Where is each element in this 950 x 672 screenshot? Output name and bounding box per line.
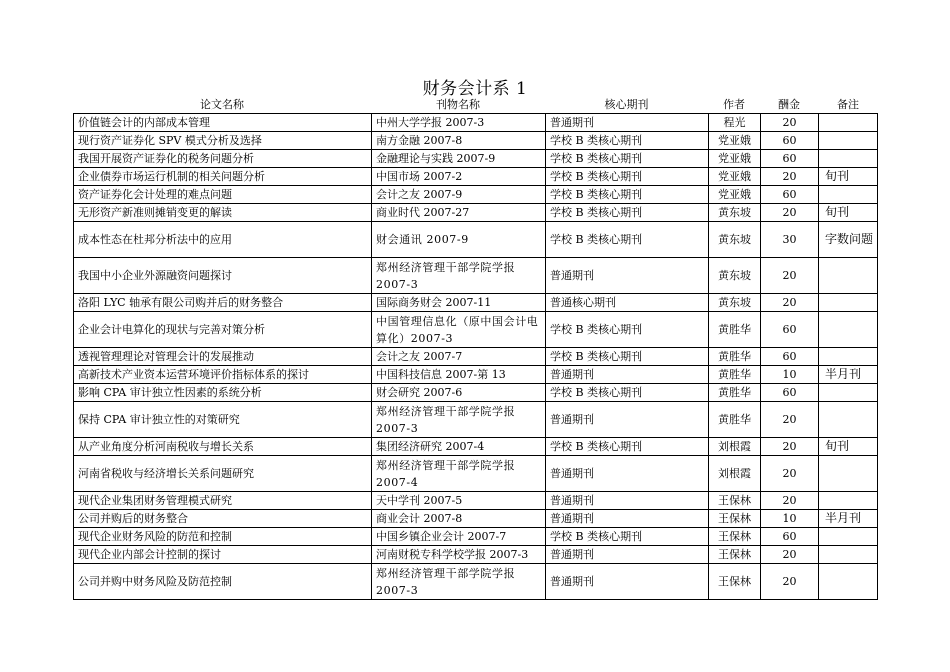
core-journal-cell: 普通期刊	[546, 564, 709, 600]
core-journal-cell: 普通期刊	[546, 402, 709, 438]
note-cell	[819, 294, 878, 312]
paper-name-cell: 洛阳 LYC 轴承有限公司购并后的财务整合	[74, 294, 372, 312]
paper-name-cell: 企业债券市场运行机制的相关问题分析	[74, 168, 372, 186]
fee-cell: 60	[761, 186, 819, 204]
paper-name-cell: 影响 CPA 审计独立性因素的系统分析	[74, 384, 372, 402]
table-row	[74, 312, 878, 348]
core-journal-cell: 学校 B 类核心期刊	[546, 168, 709, 186]
journal-name-cell: 金融理论与实践 2007-9	[372, 150, 546, 168]
core-journal-cell: 学校 B 类核心期刊	[546, 222, 709, 258]
note-cell: 半月刊	[819, 366, 878, 384]
author-cell: 黄胜华	[709, 384, 761, 402]
journal-name-cell: 河南财税专科学校学报 2007-3	[372, 546, 546, 564]
note-cell	[819, 456, 878, 492]
note-cell	[819, 564, 878, 600]
author-cell: 黄胜华	[709, 366, 761, 384]
author-cell: 刘根霞	[709, 456, 761, 492]
table-row	[74, 528, 878, 546]
fee-cell: 60	[761, 150, 819, 168]
note-cell	[819, 312, 878, 348]
fee-cell: 20	[761, 402, 819, 438]
core-journal-cell: 学校 B 类核心期刊	[546, 384, 709, 402]
table-row	[74, 402, 878, 438]
header-journal: 刊物名称	[436, 98, 480, 111]
author-cell: 党亚娥	[709, 168, 761, 186]
journal-name-cell: 中国管理信息化（原中国会计电算化）2007-3	[372, 312, 546, 348]
fee-cell: 20	[761, 114, 819, 132]
note-cell: 旬刊	[819, 438, 878, 456]
note-cell	[819, 132, 878, 150]
table-row	[74, 510, 878, 528]
journal-name-cell: 郑州经济管理干部学院学报 2007-4	[372, 456, 546, 492]
table-row	[74, 258, 878, 294]
table-row	[74, 384, 878, 402]
paper-name-cell: 现代企业集团财务管理模式研究	[74, 492, 372, 510]
paper-name-cell: 现代企业财务风险的防范和控制	[74, 528, 372, 546]
core-journal-cell: 普通期刊	[546, 258, 709, 294]
table-row	[74, 366, 878, 384]
paper-name-cell: 高新技术产业资本运营环境评价指标体系的探讨	[74, 366, 372, 384]
journal-name-cell: 商业时代 2007-27	[372, 204, 546, 222]
table-row	[74, 204, 878, 222]
note-cell: 字数问题	[819, 222, 878, 258]
note-cell: 旬刊	[819, 168, 878, 186]
note-cell	[819, 492, 878, 510]
author-cell: 王保林	[709, 528, 761, 546]
journal-name-cell: 郑州经济管理干部学院学报 2007-3	[372, 258, 546, 294]
author-cell: 党亚娥	[709, 132, 761, 150]
paper-name-cell: 成本性态在杜邦分析法中的应用	[74, 222, 372, 258]
author-cell: 刘根霞	[709, 438, 761, 456]
core-journal-cell: 普通期刊	[546, 456, 709, 492]
fee-cell: 20	[761, 294, 819, 312]
core-journal-cell: 普通期刊	[546, 546, 709, 564]
table-row	[74, 150, 878, 168]
paper-name-cell: 公司并购后的财务整合	[74, 510, 372, 528]
header-note: 备注	[837, 98, 859, 111]
table-row	[74, 294, 878, 312]
table-row	[74, 186, 878, 204]
note-cell	[819, 150, 878, 168]
header-author: 作者	[723, 98, 745, 111]
paper-name-cell: 从产业角度分析河南税收与增长关系	[74, 438, 372, 456]
paper-name-cell: 资产证券化会计处理的难点问题	[74, 186, 372, 204]
header-core: 核心期刊	[604, 98, 649, 111]
table-row	[74, 168, 878, 186]
author-cell: 王保林	[709, 564, 761, 600]
journal-name-cell: 中州大学学报 2007-3	[372, 114, 546, 132]
paper-name-cell: 公司并购中财务风险及防范控制	[74, 564, 372, 600]
note-cell	[819, 114, 878, 132]
fee-cell: 20	[761, 258, 819, 294]
note-cell	[819, 546, 878, 564]
core-journal-cell: 普通期刊	[546, 492, 709, 510]
author-cell: 党亚娥	[709, 186, 761, 204]
note-cell: 旬刊	[819, 204, 878, 222]
paper-name-cell: 我国中小企业外源融资问题探讨	[74, 258, 372, 294]
table-row	[74, 438, 878, 456]
note-cell	[819, 528, 878, 546]
paper-name-cell: 透视管理理论对管理会计的发展推动	[74, 348, 372, 366]
fee-cell: 20	[761, 546, 819, 564]
paper-name-cell: 价值链会计的内部成本管理	[74, 114, 372, 132]
journal-name-cell: 会计之友 2007-9	[372, 186, 546, 204]
journal-name-cell: 商业会计 2007-8	[372, 510, 546, 528]
note-cell	[819, 402, 878, 438]
author-cell: 黄胜华	[709, 402, 761, 438]
core-journal-cell: 学校 B 类核心期刊	[546, 312, 709, 348]
fee-cell: 20	[761, 438, 819, 456]
journal-name-cell: 中国乡镇企业会计 2007-7	[372, 528, 546, 546]
paper-name-cell: 现代企业内部会计控制的探讨	[74, 546, 372, 564]
core-journal-cell: 普通核心期刊	[546, 294, 709, 312]
core-journal-cell: 学校 B 类核心期刊	[546, 204, 709, 222]
core-journal-cell: 学校 B 类核心期刊	[546, 186, 709, 204]
note-cell	[819, 348, 878, 366]
fee-cell: 60	[761, 384, 819, 402]
journal-name-cell: 财会通讯 2007-9	[372, 222, 546, 258]
core-journal-cell: 学校 B 类核心期刊	[546, 132, 709, 150]
core-journal-cell: 学校 B 类核心期刊	[546, 438, 709, 456]
core-journal-cell: 普通期刊	[546, 510, 709, 528]
core-journal-cell: 学校 B 类核心期刊	[546, 150, 709, 168]
table-row	[74, 132, 878, 150]
paper-name-cell: 无形资产新准则摊销变更的解读	[74, 204, 372, 222]
author-cell: 王保林	[709, 546, 761, 564]
author-cell: 黄东坡	[709, 294, 761, 312]
fee-cell: 20	[761, 492, 819, 510]
paper-name-cell: 企业会计电算化的现状与完善对策分析	[74, 312, 372, 348]
note-cell	[819, 186, 878, 204]
author-cell: 党亚娥	[709, 150, 761, 168]
fee-cell: 30	[761, 222, 819, 258]
journal-name-cell: 财会研究 2007-6	[372, 384, 546, 402]
fee-cell: 20	[761, 168, 819, 186]
author-cell: 程光	[709, 114, 761, 132]
journal-name-cell: 中国科技信息 2007-第 13	[372, 366, 546, 384]
fee-cell: 60	[761, 348, 819, 366]
journal-name-cell: 国际商务财会 2007-11	[372, 294, 546, 312]
journal-name-cell: 南方金融 2007-8	[372, 132, 546, 150]
journal-name-cell: 中国市场 2007-2	[372, 168, 546, 186]
journal-name-cell: 天中学刊 2007-5	[372, 492, 546, 510]
journal-name-cell: 会计之友 2007-7	[372, 348, 546, 366]
table-row	[74, 546, 878, 564]
table-row	[74, 114, 878, 132]
fee-cell: 60	[761, 528, 819, 546]
table-row	[74, 456, 878, 492]
table-row	[74, 222, 878, 258]
table-row	[74, 348, 878, 366]
author-cell: 黄东坡	[709, 222, 761, 258]
fee-cell: 20	[761, 204, 819, 222]
author-cell: 黄胜华	[709, 348, 761, 366]
paper-name-cell: 我国开展资产证券化的税务问题分析	[74, 150, 372, 168]
fee-cell: 60	[761, 312, 819, 348]
note-cell	[819, 384, 878, 402]
fee-cell: 10	[761, 510, 819, 528]
journal-name-cell: 郑州经济管理干部学院学报 2007-3	[372, 564, 546, 600]
journal-name-cell: 集团经济研究 2007-4	[372, 438, 546, 456]
header-fee: 酬金	[778, 98, 800, 111]
core-journal-cell: 普通期刊	[546, 366, 709, 384]
journal-name-cell: 郑州经济管理干部学院学报 2007-3	[372, 402, 546, 438]
author-cell: 王保林	[709, 510, 761, 528]
fee-cell: 20	[761, 456, 819, 492]
table-row	[74, 492, 878, 510]
paper-name-cell: 河南省税收与经济增长关系问题研究	[74, 456, 372, 492]
core-journal-cell: 学校 B 类核心期刊	[546, 528, 709, 546]
paper-name-cell: 现行资产证券化 SPV 模式分析及选择	[74, 132, 372, 150]
papers-table	[73, 113, 878, 600]
paper-name-cell: 保持 CPA 审计独立性的对策研究	[74, 402, 372, 438]
table-row	[74, 564, 878, 600]
author-cell: 黄东坡	[709, 204, 761, 222]
fee-cell: 60	[761, 132, 819, 150]
note-cell: 半月刊	[819, 510, 878, 528]
author-cell: 王保林	[709, 492, 761, 510]
core-journal-cell: 普通期刊	[546, 114, 709, 132]
papers-table-body	[74, 114, 878, 600]
fee-cell: 20	[761, 564, 819, 600]
note-cell	[819, 258, 878, 294]
core-journal-cell: 学校 B 类核心期刊	[546, 348, 709, 366]
document-title: 财务会计系 1	[422, 79, 528, 99]
fee-cell: 10	[761, 366, 819, 384]
author-cell: 黄胜华	[709, 312, 761, 348]
header-paper: 论文名称	[200, 98, 244, 111]
author-cell: 黄东坡	[709, 258, 761, 294]
